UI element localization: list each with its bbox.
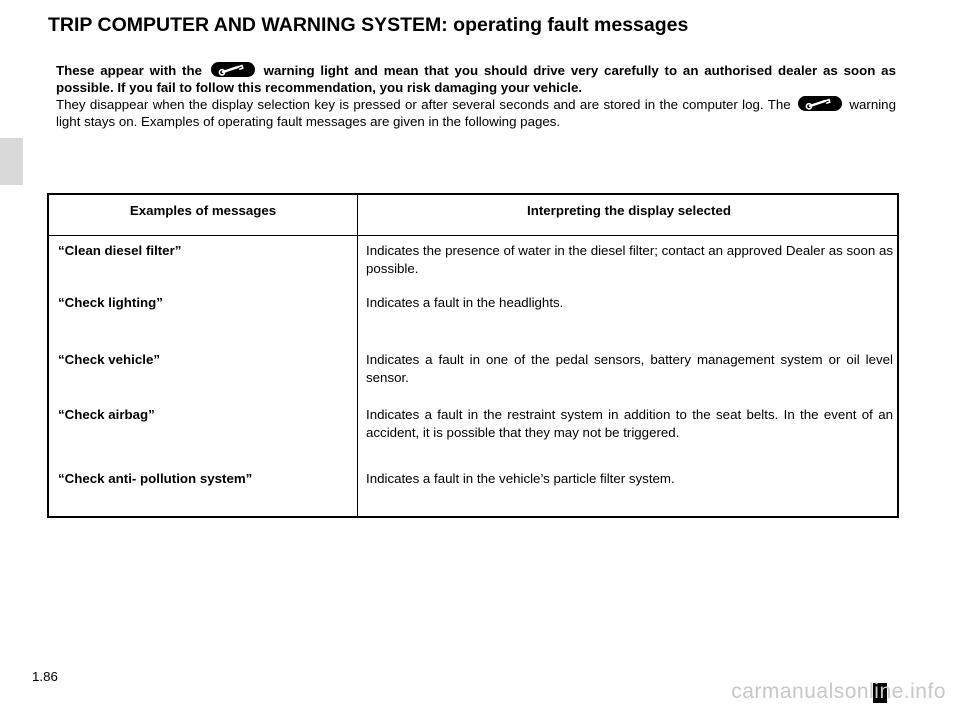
intro-normal-line: They disappear when the display selection key is pressed or after several seconds and are stored in the computer log. The [56, 97, 791, 112]
intro-normal-after-icon: warning light stays on. Examples of operating fault messages are given in the following pages. [56, 97, 896, 129]
column-header-messages: Examples of messages [129, 203, 277, 218]
interpretation-cell: Indicates the presence of water in the diesel filter; contact an approved Dealer as soon as possible. [366, 243, 894, 276]
intro-bold-before-icon: These appear with the [56, 63, 202, 78]
interpretation-cell: Indicates a fault in the restraint system in addition to the seat belts. In the event of an accident, it is possible that they may not be triggered. [366, 407, 893, 440]
intro-bold-after-icon: warning light and mean that you should drive very carefully to an authorised dealer as soon as possible. If you fail to follow this recommendation, you risk damaging your vehicle. [56, 63, 896, 95]
header-divider [49, 235, 897, 236]
interpretation-cell: Indicates a fault in the headlights. [366, 295, 564, 310]
message-cell: “Check lighting” [58, 295, 163, 310]
message-cell: “Check airbag” [58, 407, 155, 422]
interpretation-cell: Indicates a fault in one of the pedal sensors, battery management system or oil level sensor. [366, 352, 893, 385]
message-cell: “Clean diesel filter” [58, 243, 182, 258]
wrench-warning-icon [798, 96, 842, 111]
message-cell: “Check vehicle” [58, 352, 160, 367]
column-header-interpretation: Interpreting the display selected [527, 203, 731, 218]
interpretation-cell: Indicates a fault in the vehicle’s particle filter system. [366, 471, 675, 486]
intro-normal-paragraph [56, 96, 896, 130]
chapter-side-tab [0, 138, 23, 185]
fault-messages-table [47, 193, 899, 518]
page-number: 1.86 [32, 669, 58, 684]
column-divider [357, 195, 358, 516]
page-title: TRIP COMPUTER AND WARNING SYSTEM: operating fault messages [48, 14, 689, 36]
wrench-warning-icon [211, 62, 255, 77]
watermark: carmanualsonline.info [731, 680, 946, 703]
intro-warning-paragraph [56, 62, 896, 96]
message-cell: “Check anti- pollution system” [58, 471, 253, 486]
intro-text [56, 62, 896, 130]
